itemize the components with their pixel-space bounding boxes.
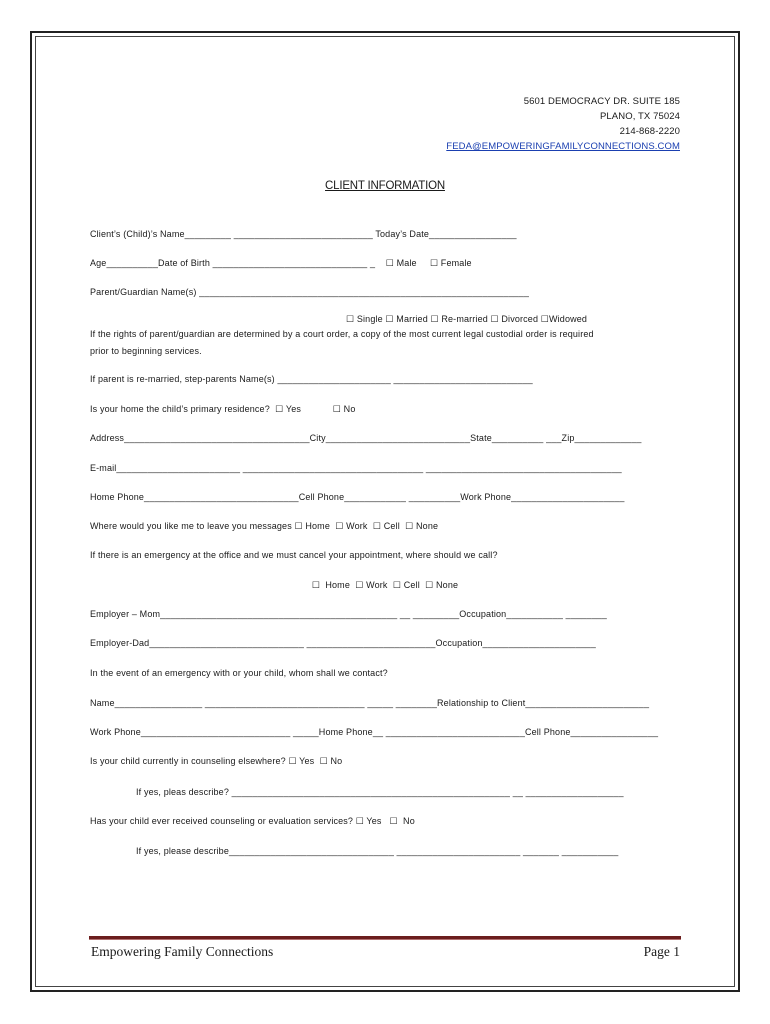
letterhead-city: PLANO, TX 75024 bbox=[599, 111, 680, 122]
emergency-options[interactable]: ☐ Home ☐ Work ☐ Cell ☐ None bbox=[311, 580, 459, 590]
employer-dad-line[interactable]: Employer-Dad______________________________ _________________________Occupation______________________ bbox=[90, 638, 596, 648]
address-line[interactable]: Address____________________________________City____________________________State__________ ___Zip_____________ bbox=[90, 433, 642, 443]
emergency-contact-question: In the event of an emergency with or your child, whom shall we contact? bbox=[90, 668, 388, 678]
footer-page-number: Page 1 bbox=[643, 944, 680, 959]
letterhead-email-link[interactable]: FEDA@EMPOWERINGFAMILYCONNECTIONS.COM bbox=[446, 141, 680, 152]
age-dob-gender-line[interactable]: Age__________Date of Birth ______________________________ _ ☐ Male ☐ Female bbox=[90, 258, 472, 268]
prior-counseling-describe-line[interactable]: If yes, please describe________________________________ ________________________ _______ ___________ bbox=[136, 846, 619, 856]
page-border-inner bbox=[35, 36, 735, 987]
letterhead bbox=[446, 94, 680, 154]
current-counseling-describe-line[interactable]: If yes, pleas describe? ______________________________________________________ __ ___________________ bbox=[136, 787, 624, 797]
primary-residence-question[interactable]: Is your home the child’s primary residence? ☐ Yes ☐ No bbox=[90, 404, 356, 414]
parent-name-line[interactable]: Parent/Guardian Name(s) ________________________________________________________________ bbox=[90, 287, 530, 297]
footer-rule bbox=[89, 936, 681, 940]
child-name-line[interactable]: Client’s (Child)’s Name_________ ___________________________ Today’s Date_________________ bbox=[90, 229, 517, 239]
message-preference-line[interactable]: Where would you like me to leave you messages ☐ Home ☐ Work ☐ Cell ☐ None bbox=[90, 521, 439, 531]
page-title: CLIENT INFORMATION bbox=[325, 180, 445, 192]
footer-organization: Empowering Family Connections bbox=[91, 944, 274, 959]
custody-notice-line1: If the rights of parent/guardian are determined by a court order, a copy of the most current legal custodial order is required bbox=[90, 329, 594, 339]
employer-mom-line[interactable]: Employer – Mom______________________________________________ __ _________Occupation___________ ________ bbox=[90, 609, 607, 619]
email-line[interactable]: E-mail________________________ ___________________________________ ______________________________________ bbox=[90, 463, 622, 473]
emergency-contact-name-line[interactable]: Name_________________ _______________________________ _____ ________Relationship to Client________________________ bbox=[90, 698, 650, 708]
phones-line[interactable]: Home Phone______________________________Cell Phone____________ __________Work Phone______________________ bbox=[90, 492, 625, 502]
current-counseling-question[interactable]: Is your child currently in counseling elsewhere? ☐ Yes ☐ No bbox=[90, 756, 343, 766]
emergency-contact-phones-line[interactable]: Work Phone_____________________________ _____Home Phone__ ___________________________Cell Phone_________________ bbox=[90, 727, 659, 737]
emergency-question: If there is an emergency at the office and we must cancel your appointment, where should we call? bbox=[90, 550, 498, 560]
prior-counseling-question[interactable]: Has your child ever received counseling or evaluation services? ☐ Yes ☐ No bbox=[90, 816, 415, 826]
custody-notice-line2: prior to beginning services. bbox=[90, 346, 202, 356]
stepparents-line[interactable]: If parent is re-married, step-parents Name(s) ______________________ ___________________________ bbox=[90, 374, 533, 384]
marital-status-options[interactable]: ☐ Single ☐ Married ☐ Re-married ☐ Divorced ☐Widowed bbox=[346, 314, 588, 324]
letterhead-phone: 214-868-2220 bbox=[619, 126, 680, 137]
letterhead-street: 5601 DEMOCRACY DR. SUITE 185 bbox=[523, 96, 680, 107]
